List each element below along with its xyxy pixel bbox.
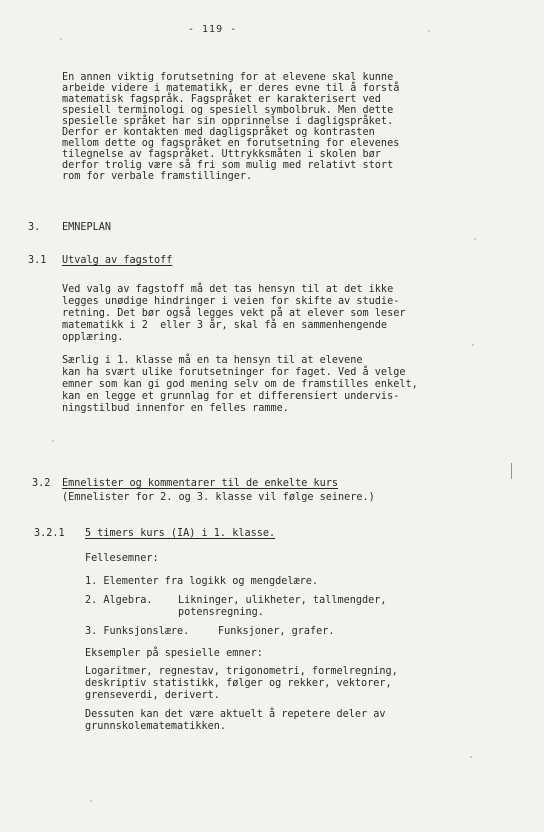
section-3-1-number: 3.1	[28, 255, 47, 266]
intro-line: En annen viktig forutsetning for at elevene skal kunne	[62, 72, 394, 83]
section-3-2-number: 3.2	[32, 478, 51, 489]
common-topics-heading: Fellesemner:	[85, 553, 159, 564]
scan-speck	[52, 440, 54, 442]
section-3-title: EMNEPLAN	[62, 222, 112, 233]
page-number: - 119 -	[188, 24, 238, 35]
list-item: 3. Funksjonslære.	[85, 626, 190, 637]
section-3-2-note: (Emnelister for 2. og 3. klasse vil følge seinere.)	[62, 492, 375, 503]
section-3-number: 3.	[28, 222, 41, 233]
paragraph-line: Ved valg av fagstoff må det tas hensyn til at det ikke	[62, 284, 394, 295]
scan-speck	[474, 238, 476, 240]
paragraph-line: kan en legge et grunnlag for et differensiert undervis-	[62, 391, 400, 402]
list-item-detail: Funksjoner, grafer.	[218, 626, 335, 637]
intro-line: spesielle språket har sin opprinnelse i dagligspråket.	[62, 116, 394, 127]
section-3-2-1-title: 5 timers kurs (IA) i 1. klasse.	[85, 528, 276, 539]
note-line: Dessuten kan det være aktuelt å repetere deler av	[85, 709, 386, 720]
section-3-1-title: Utvalg av fagstoff	[62, 255, 173, 266]
scan-speck	[60, 38, 62, 40]
intro-line: mellom dette og fagspråket en forutsetning for elevenes	[62, 138, 400, 149]
scan-mark	[511, 463, 512, 479]
intro-line: derfor trolig være så fri som mulig med relativt stort	[62, 160, 394, 171]
paragraph-line: legges unødige hindringer i veien for skifte av studie-	[62, 296, 400, 307]
intro-line: Derfor er kontakten med dagligspråket og kontrasten	[62, 127, 375, 138]
section-3-2-title: Emnelister og kommentarer til de enkelte kurs	[62, 478, 339, 489]
examples-line: deskriptiv statistikk, følger og rekker, vektorer,	[85, 678, 392, 689]
list-item-detail: potensregning.	[178, 607, 264, 618]
paragraph-line: opplæring.	[62, 332, 124, 343]
list-item-detail: Likninger, ulikheter, tallmengder,	[178, 595, 387, 606]
paragraph-line: ningstilbud innenfor en felles ramme.	[62, 403, 289, 414]
scan-speck	[470, 756, 472, 758]
intro-line: arbeide videre i matematikk, er deres evne til å forstå	[62, 83, 400, 94]
intro-line: tilegnelse av fagspråket. Uttrykksmåten i skolen bør	[62, 149, 381, 160]
scan-speck	[472, 344, 474, 346]
examples-line: Logaritmer, regnestav, trigonometri, formelregning,	[85, 666, 398, 677]
intro-line: rom for verbale framstillinger.	[62, 171, 253, 182]
scan-speck	[428, 30, 430, 32]
paragraph-line: kan ha svært ulike forutsetninger for faget. Ved å velge	[62, 367, 406, 378]
examples-line: grenseverdi, derivert.	[85, 690, 220, 701]
paragraph-line: emner som kan gi god mening selv om de framstilles enkelt,	[62, 379, 418, 390]
paragraph-line: retning. Det bør også legges vekt på at elever som leser	[62, 308, 406, 319]
paragraph-line: Særlig i 1. klasse må en ta hensyn til at elevene	[62, 355, 363, 366]
paragraph-line: matematikk i 2 eller 3 år, skal få en sammenhengende	[62, 320, 388, 331]
list-item: 1. Elementer fra logikk og mengdelære.	[85, 576, 319, 587]
section-3-2-1-number: 3.2.1	[34, 528, 65, 539]
note-line: grunnskolematematikken.	[85, 721, 227, 732]
examples-heading: Eksempler på spesielle emner:	[85, 648, 263, 659]
scan-speck	[90, 800, 92, 802]
intro-line: matematisk fagspråk. Fagspråket er karakterisert ved	[62, 94, 381, 105]
intro-line: spesiell terminologi og spesiell symbolbruk. Men dette	[62, 105, 394, 116]
list-item: 2. Algebra.	[85, 595, 153, 606]
